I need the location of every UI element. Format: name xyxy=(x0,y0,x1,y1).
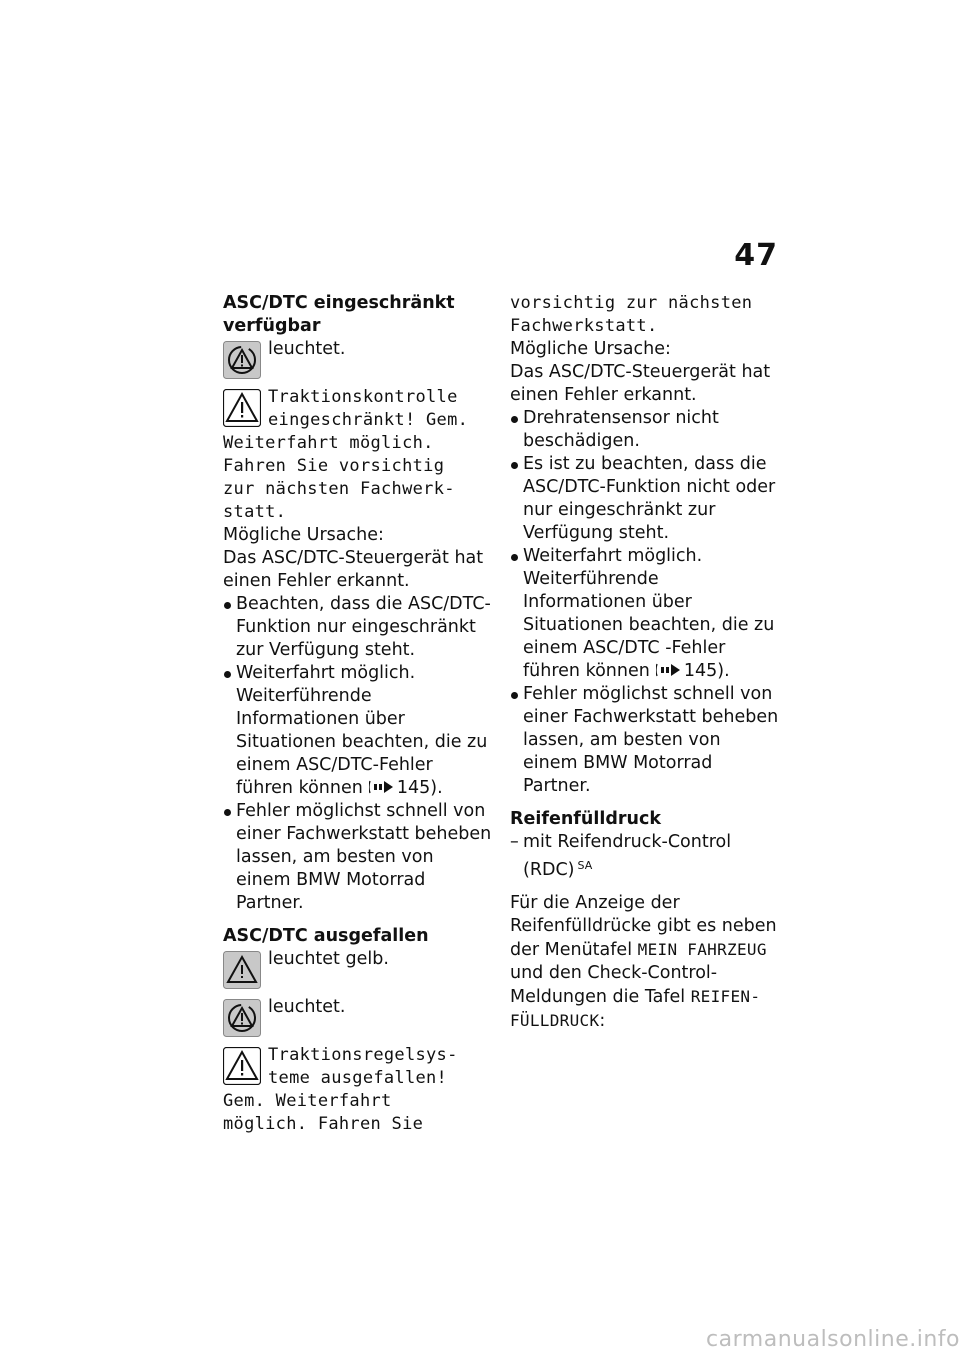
list-item: Es ist zu beachten, dass die ASC/DTC-Funktion nicht oder nur eingeschränkt zur Verfügung steht. xyxy=(510,453,780,545)
section-heading-asc-limited: ASC/DTC eingeschränkt verfügbar xyxy=(223,293,455,336)
list-item: Fehler möglichst schnell von einer Fachwerkstatt beheben lassen, am besten von einem BMW Motorrad Partner. xyxy=(510,683,780,798)
indicator-row-2: leuchtet gelb. xyxy=(223,948,493,988)
warning-message-2-continued: vorsichtig zur nächsten xyxy=(510,293,753,313)
section-heading-tire-pressure: Reifenfülldruck xyxy=(510,809,661,829)
list-item: Weiterfahrt möglich. Weiterführende Informationen über Situationen beachten, die zu einem ASC/DTC-Fehler führen können 145). xyxy=(223,662,493,800)
cause-label: Mögliche Ursache: xyxy=(510,339,671,359)
asc-dtc-indicator-icon xyxy=(223,341,261,379)
menu-name-my-vehicle: MEIN FAHRZEUG xyxy=(637,940,767,959)
page-reference-arrow-icon xyxy=(369,780,395,794)
indicator-row-3: leuchtet. xyxy=(223,996,493,1036)
watermark: carmanualsonline.info xyxy=(706,1327,960,1352)
tire-pressure-paragraph: Für die Anzeige der Reifenfülldrücke gibt es neben der Menütafel MEIN FAHRZEUG und den Check-Control-Meldungen die Tafel REIFEN-FÜLLDRUCK: xyxy=(510,893,777,1031)
left-column xyxy=(223,292,493,1136)
page-reference[interactable]: 145). xyxy=(683,661,730,681)
list-item: Beachten, dass die ASC/DTC-Funktion nur eingeschränkt zur Verfügung steht. xyxy=(223,593,493,662)
action-list-1 xyxy=(223,593,493,915)
asc-dtc-indicator-icon xyxy=(223,951,261,989)
page-reference-arrow-icon xyxy=(656,663,682,677)
warning-message-1: Traktionskontrolle eingeschränkt! Gem. Weiterfahrt möglich. Fahren Sie vorsichtig zur nächsten Fachwerk- statt. xyxy=(223,387,469,522)
equipment-note: – mit Reifendruck-Control (RDC) $^{SA}$ xyxy=(510,832,732,880)
indicator-row-1: leuchtet. xyxy=(223,338,493,378)
cause-text: Das ASC/DTC-Steuergerät hat einen Fehler erkannt. xyxy=(510,362,771,405)
warning-triangle-icon xyxy=(223,389,261,427)
asc-dtc-indicator-icon xyxy=(223,999,261,1037)
list-item: Weiterfahrt möglich. Weiterführende Informationen über Situationen beachten, die zu einem ASC/DTC -Fehler führen können 145). xyxy=(510,545,780,683)
action-list-2 xyxy=(510,407,780,798)
list-item: Fehler möglichst schnell von einer Fachwerkstatt beheben lassen, am besten von einem BMW Motorrad Partner. xyxy=(223,800,493,915)
list-item: Drehratensensor nicht beschädigen. xyxy=(510,407,780,453)
cause-label: Mögliche Ursache: xyxy=(223,525,384,545)
section-heading-asc-failed: ASC/DTC ausgefallen xyxy=(223,926,429,946)
panel-name-tire-pressure: REIFEN-FÜLLDRUCK xyxy=(510,987,761,1030)
right-column: vorsichtig zur nächsten Fachwerkstatt. Mögliche Ursache: Das ASC/DTC-Steuergerät hat einen Fehler erkannt. Drehratensensor nicht beschädigen. Es ist zu beachten, dass die ASC/DTC-Funktion nicht oder nur eingeschränkt zur Verfügung steht. Weiterfahrt möglich. Weiterführende Informationen über Situationen beachten, die zu einem ASC/DTC -Fehler führen können 145). Fehler möglichst schnell von einer Fachwerkstatt beheben lassen, am besten von einem BMW Motorrad Partner. Reifenfülldruck – mit Reifendruck-Control (RDC) $^{SA}$ Für die Anzeige der Reifenfülldrücke gibt es neben der Menütafel MEIN FAHRZEUG und den Check-Control-Meldungen die Tafel REIFEN-FÜLLDRUCK: xyxy=(510,293,779,1031)
warning-triangle-icon xyxy=(223,1047,261,1085)
warning-message-2: Traktionsregelsys- teme ausgefallen! Gem. Weiterfahrt möglich. Fahren Sie xyxy=(223,1045,458,1134)
page-number: 47 xyxy=(734,238,778,273)
cause-text: Das ASC/DTC-Steuergerät hat einen Fehler erkannt. xyxy=(223,548,484,591)
special-equipment-badge: SA xyxy=(577,859,593,872)
page-reference[interactable]: 145). xyxy=(396,778,443,798)
